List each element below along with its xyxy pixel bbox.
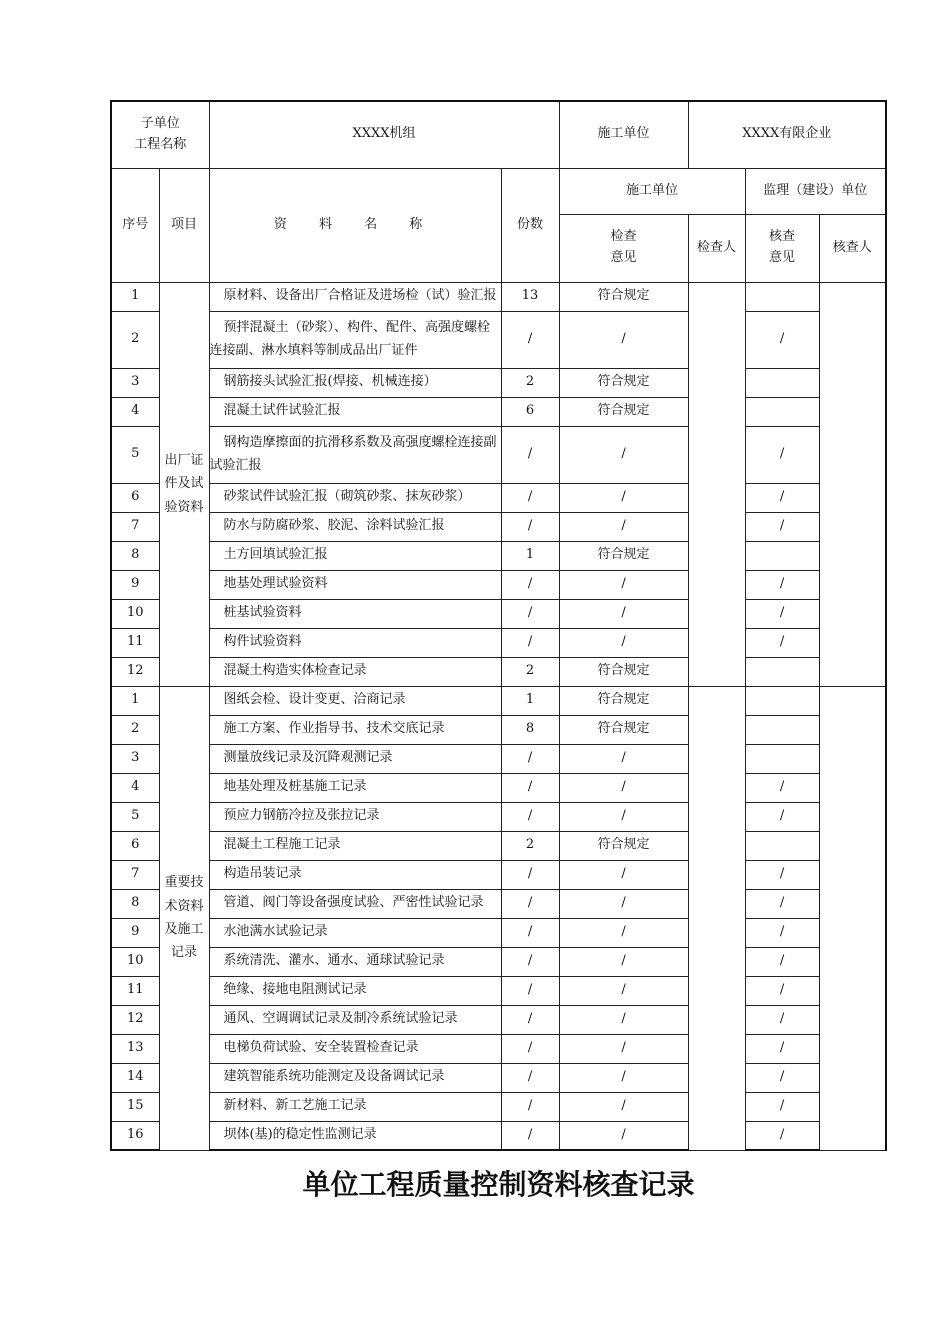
- table-row: [111, 657, 886, 686]
- table-row: [111, 570, 886, 599]
- copies-cell: /: [501, 570, 559, 599]
- table-row: [111, 802, 886, 831]
- check-opinion-cell: /: [559, 570, 688, 599]
- table-row: [111, 541, 886, 570]
- document-name: 绝缘、接地电阻测试记录: [209, 976, 501, 1005]
- table-row: [111, 368, 886, 397]
- verify-opinion-cell: /: [745, 1005, 819, 1034]
- table-row: [111, 1034, 886, 1063]
- verify-opinion-cell: /: [745, 1063, 819, 1092]
- verify-opinion-cell: /: [745, 570, 819, 599]
- verify-opinion-cell: /: [745, 628, 819, 657]
- document-name: 预应力钢筋冷拉及张拉记录: [209, 802, 501, 831]
- constructor-label: 施工单位: [559, 101, 688, 168]
- document-name: 通风、空调调试记录及制冷系统试验记录: [209, 1005, 501, 1034]
- row-number: 4: [111, 773, 159, 802]
- copies-cell: /: [501, 1121, 559, 1150]
- check-opinion-cell: 符合规定: [559, 397, 688, 426]
- row-number: 9: [111, 918, 159, 947]
- copies-cell: 8: [501, 715, 559, 744]
- table-row: [111, 599, 886, 628]
- document-name: 混凝土工程施工记录: [209, 831, 501, 860]
- check-opinion-cell: /: [559, 1034, 688, 1063]
- check-opinion-cell: /: [559, 599, 688, 628]
- row-number: 12: [111, 1005, 159, 1034]
- table-row: [111, 1121, 886, 1150]
- row-number: 6: [111, 831, 159, 860]
- verify-opinion-cell: /: [745, 512, 819, 541]
- group-header-supervision: 监理（建设）单位: [745, 168, 886, 214]
- table-row: [111, 686, 886, 715]
- copies-cell: /: [501, 483, 559, 512]
- category-line: 验资料: [164, 499, 204, 515]
- category-cell: [159, 282, 209, 686]
- check-opinion-cell: 符合规定: [559, 686, 688, 715]
- verify-opinion-cell: /: [745, 918, 819, 947]
- copies-cell: 2: [501, 831, 559, 860]
- check-opinion-cell: 符合规定: [559, 715, 688, 744]
- copies-cell: /: [501, 773, 559, 802]
- copies-cell: /: [501, 599, 559, 628]
- table-row: [111, 744, 886, 773]
- verify-opinion-cell: [745, 657, 819, 686]
- table-row: [111, 1063, 886, 1092]
- check-opinion-cell: 符合规定: [559, 657, 688, 686]
- copies-cell: /: [501, 1005, 559, 1034]
- copies-cell: /: [501, 744, 559, 773]
- verifier-cell: [819, 282, 886, 686]
- document-name: 地基处理试验资料: [209, 570, 501, 599]
- constructor-value: XXXX有限企业: [688, 101, 886, 168]
- document-name: 钢筋接头试验汇报(焊接、机械连接）: [209, 368, 501, 397]
- document-name: 电梯负荷试验、安全装置检查记录: [209, 1034, 501, 1063]
- verify-opinion-cell: /: [745, 426, 819, 483]
- row-number: 9: [111, 570, 159, 599]
- document-name: 图纸会检、设计变更、洽商记录: [209, 686, 501, 715]
- document-name: 系统清洗、灌水、通水、通球试验记录: [209, 947, 501, 976]
- col-header-no: 序号: [111, 168, 159, 282]
- row-number: 13: [111, 1034, 159, 1063]
- row-number: 3: [111, 744, 159, 773]
- copies-cell: /: [501, 918, 559, 947]
- copies-cell: /: [501, 311, 559, 368]
- document-name: 构造吊装记录: [209, 860, 501, 889]
- document-name: 防水与防腐砂浆、胶泥、涂料试验汇报: [209, 512, 501, 541]
- col-header-copies: 份数: [501, 168, 559, 282]
- col-header-check-opinion: 检查 意见: [559, 214, 688, 282]
- verify-opinion-cell: /: [745, 1092, 819, 1121]
- copies-cell: /: [501, 802, 559, 831]
- document-name: 混凝土试件试验汇报: [209, 397, 501, 426]
- table-row: [111, 889, 886, 918]
- row-number: 10: [111, 947, 159, 976]
- verifier-cell: [819, 686, 886, 1150]
- check-opinion-cell: /: [559, 802, 688, 831]
- document-name: 桩基试验资料: [209, 599, 501, 628]
- table-row: [111, 976, 886, 1005]
- check-opinion-cell: /: [559, 1121, 688, 1150]
- checker-cell: [688, 282, 745, 686]
- category-line: 重要技: [164, 875, 204, 891]
- check-opinion-cell: /: [559, 512, 688, 541]
- check-opinion-cell: /: [559, 918, 688, 947]
- verify-opinion-cell: /: [745, 860, 819, 889]
- row-number: 11: [111, 976, 159, 1005]
- table-row: [111, 1092, 886, 1121]
- project-name-value: XXXX机组: [209, 101, 559, 168]
- table-row: [111, 512, 886, 541]
- verify-opinion-cell: /: [745, 947, 819, 976]
- copies-cell: /: [501, 1092, 559, 1121]
- table-row: [111, 397, 886, 426]
- copies-cell: 1: [501, 541, 559, 570]
- verify-opinion-cell: [745, 282, 819, 311]
- table-row: [111, 426, 886, 483]
- verify-opinion-cell: /: [745, 599, 819, 628]
- check-opinion-cell: /: [559, 860, 688, 889]
- row-number: 7: [111, 512, 159, 541]
- copies-cell: 1: [501, 686, 559, 715]
- document-name: 建筑智能系统功能测定及设备调试记录: [209, 1063, 501, 1092]
- row-number: 8: [111, 889, 159, 918]
- copies-cell: /: [501, 860, 559, 889]
- check-opinion-cell: /: [559, 483, 688, 512]
- row-number: 16: [111, 1121, 159, 1150]
- row-number: 11: [111, 628, 159, 657]
- document-name: 施工方案、作业指导书、技术交底记录: [209, 715, 501, 744]
- document-name: 坝体(基)的稳定性监测记录: [209, 1121, 501, 1150]
- verify-opinion-cell: /: [745, 1034, 819, 1063]
- check-opinion-cell: 符合规定: [559, 541, 688, 570]
- verify-opinion-cell: /: [745, 802, 819, 831]
- check-opinion-cell: /: [559, 1063, 688, 1092]
- document-name: 砂浆试件试验汇报（砌筑砂浆、抹灰砂浆）: [209, 483, 501, 512]
- row-number: 15: [111, 1092, 159, 1121]
- table-row: [111, 947, 886, 976]
- verify-opinion-cell: /: [745, 773, 819, 802]
- copies-cell: /: [501, 1063, 559, 1092]
- row-number: 1: [111, 282, 159, 311]
- check-opinion-cell: /: [559, 744, 688, 773]
- document-name: 测量放线记录及沉降观测记录: [209, 744, 501, 773]
- row-number: 14: [111, 1063, 159, 1092]
- checker-cell: [688, 686, 745, 1150]
- document-name: 构件试验资料: [209, 628, 501, 657]
- document-name: 新材料、新工艺施工记录: [209, 1092, 501, 1121]
- verify-opinion-cell: [745, 397, 819, 426]
- table-row: [111, 773, 886, 802]
- verify-opinion-cell: [745, 541, 819, 570]
- verify-opinion-cell: /: [745, 889, 819, 918]
- group-header-construction: 施工单位: [559, 168, 745, 214]
- check-opinion-cell: 符合规定: [559, 831, 688, 860]
- copies-cell: /: [501, 628, 559, 657]
- copies-cell: /: [501, 1034, 559, 1063]
- table-row: [111, 282, 886, 311]
- document-name: 原材料、设备出厂合格证及进场检（试）验汇报: [209, 282, 501, 311]
- copies-cell: 2: [501, 657, 559, 686]
- check-opinion-cell: /: [559, 628, 688, 657]
- row-number: 6: [111, 483, 159, 512]
- table-row: [111, 860, 886, 889]
- row-number: 2: [111, 311, 159, 368]
- document-name: 混凝土构造实体检查记录: [209, 657, 501, 686]
- col-header-checker: 检查人: [688, 214, 745, 282]
- verify-opinion-cell: /: [745, 976, 819, 1005]
- document-name: 地基处理及桩基施工记录: [209, 773, 501, 802]
- row-number: 1: [111, 686, 159, 715]
- row-number: 5: [111, 426, 159, 483]
- document-name: 预拌混凝土（砂浆）、构件、配件、高强度螺栓连接副、淋水填料等制成品出厂证件: [209, 311, 501, 368]
- row-number: 5: [111, 802, 159, 831]
- table-row: [111, 628, 886, 657]
- verify-opinion-cell: /: [745, 311, 819, 368]
- category-line: 记录: [171, 945, 198, 961]
- copies-cell: 13: [501, 282, 559, 311]
- category-line: 术资料: [164, 898, 204, 914]
- row-number: 8: [111, 541, 159, 570]
- quality-control-table: [110, 100, 887, 1151]
- verify-opinion-cell: /: [745, 483, 819, 512]
- verify-opinion-cell: [745, 686, 819, 715]
- check-opinion-cell: /: [559, 1092, 688, 1121]
- row-number: 4: [111, 397, 159, 426]
- table-row: [111, 311, 886, 368]
- copies-cell: /: [501, 512, 559, 541]
- table-row: [111, 1005, 886, 1034]
- category-line: 件及试: [164, 476, 204, 492]
- col-header-item: 项目: [159, 168, 209, 282]
- row-number: 2: [111, 715, 159, 744]
- project-name-label: 子单位 工程名称: [111, 101, 209, 168]
- copies-cell: /: [501, 889, 559, 918]
- table-row: [111, 715, 886, 744]
- copies-cell: /: [501, 976, 559, 1005]
- document-name: 钢构造摩擦面的抗滑移系数及高强度螺栓连接副试验汇报: [209, 426, 501, 483]
- copies-cell: 6: [501, 397, 559, 426]
- verify-opinion-cell: /: [745, 1121, 819, 1150]
- check-opinion-cell: /: [559, 426, 688, 483]
- verify-opinion-cell: [745, 744, 819, 773]
- row-number: 10: [111, 599, 159, 628]
- check-opinion-cell: /: [559, 947, 688, 976]
- check-opinion-cell: /: [559, 889, 688, 918]
- document-name: 土方回填试验汇报: [209, 541, 501, 570]
- table-row: [111, 483, 886, 512]
- check-opinion-cell: /: [559, 773, 688, 802]
- category-line: 及施工: [164, 922, 204, 937]
- check-opinion-cell: /: [559, 976, 688, 1005]
- check-opinion-cell: 符合规定: [559, 282, 688, 311]
- verify-opinion-cell: [745, 368, 819, 397]
- table-row: [111, 918, 886, 947]
- copies-cell: 2: [501, 368, 559, 397]
- category-line: 出厂证: [164, 452, 204, 468]
- verify-opinion-cell: [745, 715, 819, 744]
- copies-cell: /: [501, 426, 559, 483]
- col-header-verifier: 核查人: [819, 214, 886, 282]
- row-number: 12: [111, 657, 159, 686]
- document-name: 水池满水试验记录: [209, 918, 501, 947]
- check-opinion-cell: 符合规定: [559, 368, 688, 397]
- row-number: 7: [111, 860, 159, 889]
- verify-opinion-cell: [745, 831, 819, 860]
- document-name: 管道、阀门等设备强度试验、严密性试验记录: [209, 889, 501, 918]
- copies-cell: /: [501, 947, 559, 976]
- row-number: 3: [111, 368, 159, 397]
- col-header-verify-opinion: 核查 意见: [745, 214, 819, 282]
- check-opinion-cell: /: [559, 311, 688, 368]
- category-cell: [159, 686, 209, 1150]
- table-row: [111, 831, 886, 860]
- check-opinion-cell: /: [559, 1005, 688, 1034]
- page-title: 单位工程质量控制资料核查记录: [302, 1168, 695, 1201]
- col-header-name: 资 料 名 称: [209, 168, 501, 282]
